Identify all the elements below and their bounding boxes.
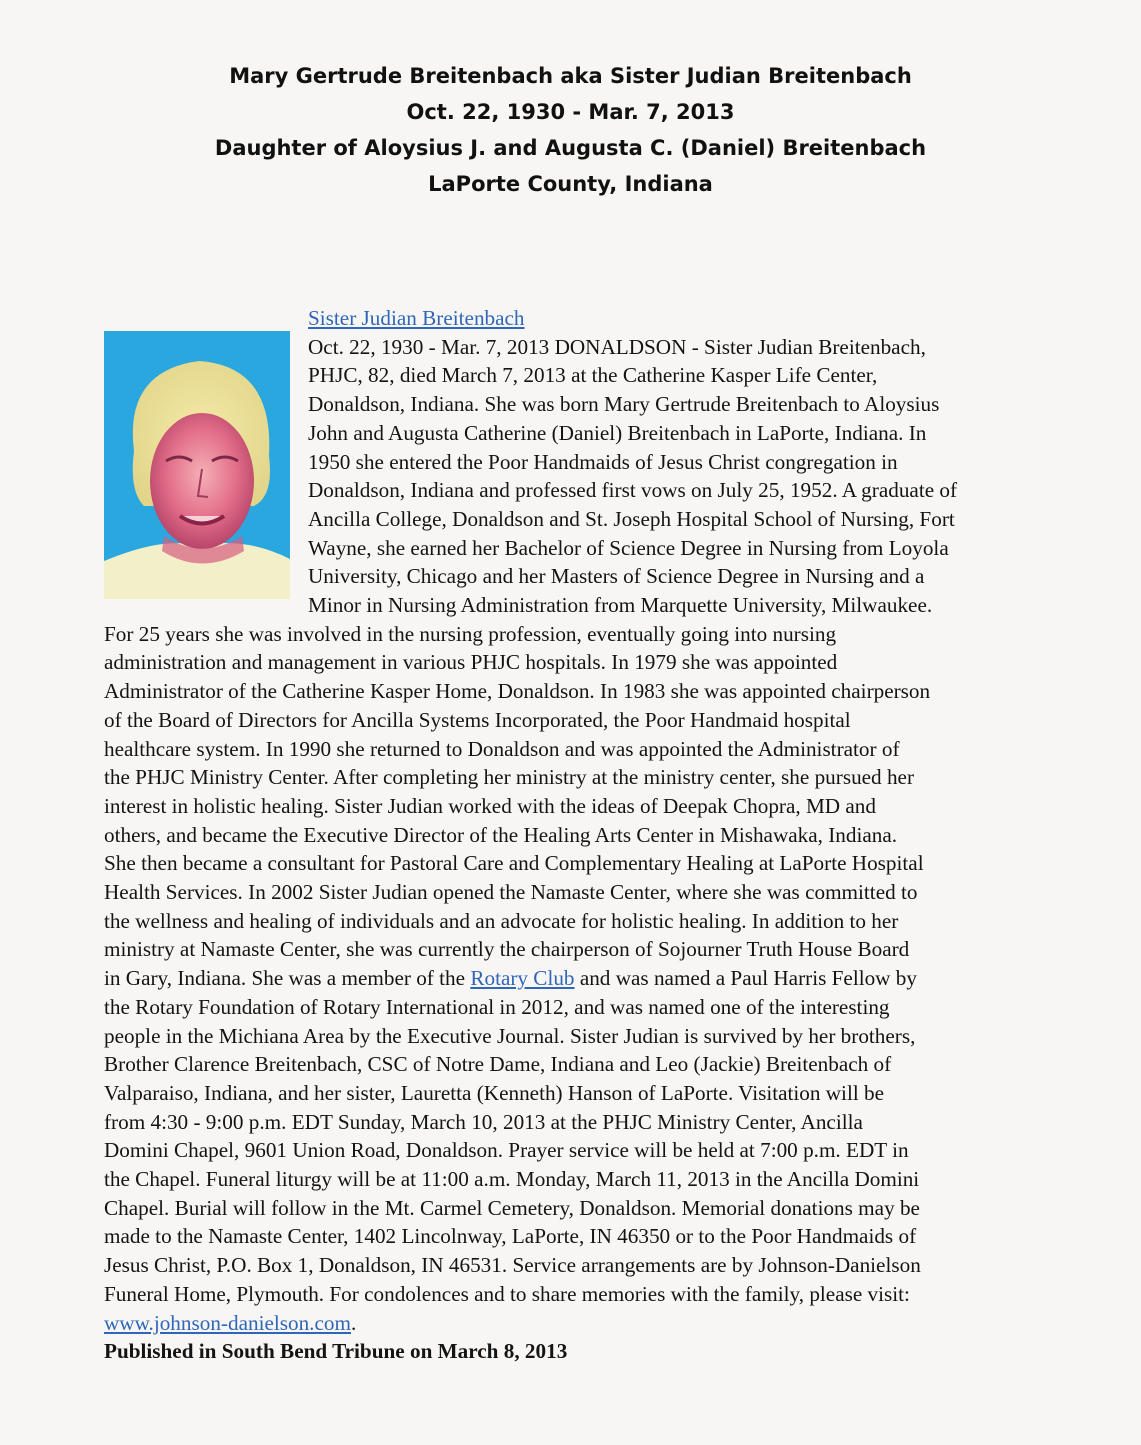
rotary-pre-text: in Gary, Indiana. She was a member of the: [104, 966, 471, 991]
article-line: Minor in Nursing Administration from Marquette University, Milwaukee.: [308, 593, 933, 617]
article-line: the Rotary Foundation of Rotary International in 2012, and was named one of the interesting: [104, 994, 890, 1019]
article-line: She then became a consultant for Pastoral Care and Complementary Healing at LaPorte Hospital: [104, 851, 924, 876]
article-line: healthcare system. In 1990 she returned to Donaldson and was appointed the Administrator of: [104, 736, 900, 761]
header-name-line: Mary Gertrude Breitenbach aka Sister Judian Breitenbach: [229, 64, 912, 88]
rotary-post-text: and was named a Paul Harris Fellow by: [574, 966, 917, 991]
article-line: the wellness and healing of individuals and an advocate for holistic healing. In addition to her: [104, 908, 899, 933]
article-line: Donaldson, Indiana and professed first vows on July 25, 1952. A graduate of: [308, 478, 958, 503]
article-line: For 25 years she was involved in the nursing profession, eventually going into nursing: [104, 621, 837, 646]
article-line: people in the Michiana Area by the Executive Journal. Sister Judian is survived by her brothers,: [104, 1023, 916, 1048]
article-line: Oct. 22, 1930 - Mar. 7, 2013 DONALDSON - Sister Judian Breitenbach,: [308, 334, 926, 359]
article-line: Administrator of the Catherine Kasper Home, Donaldson. In 1983 she was appointed chairperson: [104, 679, 931, 704]
article-line: Donaldson, Indiana. She was born Mary Gertrude Breitenbach to Aloysius: [308, 392, 940, 417]
article-line: University, Chicago and her Masters of Science Degree in Nursing and a: [308, 564, 925, 589]
rotary-line: [104, 964, 917, 993]
published-credit: Published in South Bend Tribune on March 8, 2013: [104, 1339, 568, 1364]
article-line: Chapel. Burial will follow in the Mt. Carmel Cemetery, Donaldson. Memorial donations may be: [104, 1195, 920, 1220]
article-line: Ancilla College, Donaldson and St. Joseph Hospital School of Nursing, Fort: [308, 506, 955, 531]
website-period: .: [350, 1310, 357, 1335]
article-line: 1950 she entered the Poor Handmaids of Jesus Christ congregation in: [308, 449, 898, 474]
article-line: Jesus Christ, P.O. Box 1, Donaldson, IN 46531. Service arrangements are by Johnson-Danielson: [104, 1253, 921, 1278]
article-line: the PHJC Ministry Center. After completing her ministry at the ministry center, she pursued her: [104, 765, 915, 790]
article-line: Funeral Home, Plymouth. For condolences and to share memories with the family, please visit:: [104, 1281, 910, 1306]
article-line: interest in holistic healing. Sister Judian worked with the ideas of Deepak Chopra, MD and: [104, 793, 876, 818]
header-county-line: LaPorte County, Indiana: [428, 172, 713, 196]
name-link[interactable]: Sister Judian Breitenbach: [308, 306, 525, 330]
article-line: Brother Clarence Breitenbach, CSC of Notre Dame, Indiana and Leo (Jackie) Breitenbach of: [104, 1052, 892, 1077]
portrait-photo: [104, 331, 290, 599]
article-line: Domini Chapel, 9601 Union Road, Donaldson. Prayer service will be held at 7:00 p.m. EDT in: [104, 1138, 909, 1163]
article-line: made to the Namaste Center, 1402 Lincolnway, LaPorte, IN 46350 or to the Poor Handmaids of: [104, 1224, 917, 1249]
article-line: John and Augusta Catherine (Daniel) Breitenbach in LaPorte, Indiana. In: [308, 420, 927, 445]
website-link[interactable]: www.johnson-danielson.com: [104, 1310, 351, 1335]
article-line: administration and management in various PHJC hospitals. In 1979 she was appointed: [104, 650, 838, 675]
article-line: Valparaiso, Indiana, and her sister, Lauretta (Kenneth) Hanson of LaPorte. Visitation will be: [104, 1080, 885, 1105]
rotary-club-link[interactable]: Rotary Club: [470, 966, 575, 991]
header-dates-line: Oct. 22, 1930 - Mar. 7, 2013: [406, 100, 735, 124]
page-header: [0, 58, 1141, 202]
header-parents-line: Daughter of Aloysius J. and Augusta C. (Daniel) Breitenbach: [214, 136, 927, 160]
article-line: of the Board of Directors for Ancilla Systems Incorporated, the Poor Handmaid hospital: [104, 707, 851, 732]
article-line: from 4:30 - 9:00 p.m. EDT Sunday, March 10, 2013 at the PHJC Ministry Center, Ancilla: [104, 1109, 863, 1134]
portrait-image: [104, 331, 290, 599]
website-line: [104, 1309, 356, 1338]
article-line: Wayne, she earned her Bachelor of Science Degree in Nursing from Loyola: [308, 535, 949, 560]
article-line: Health Services. In 2002 Sister Judian opened the Namaste Center, where she was committed to: [104, 880, 918, 904]
article-line: ministry at Namaste Center, she was currently the chairperson of Sojourner Truth House Board: [104, 937, 910, 962]
article-line: the Chapel. Funeral liturgy will be at 11:00 a.m. Monday, March 11, 2013 in the Ancilla Domini: [104, 1167, 920, 1191]
article-line: PHJC, 82, died March 7, 2013 at the Catherine Kasper Life Center,: [308, 363, 878, 388]
article-line: others, and became the Executive Director of the Healing Arts Center in Mishawaka, Indiana.: [104, 822, 898, 847]
